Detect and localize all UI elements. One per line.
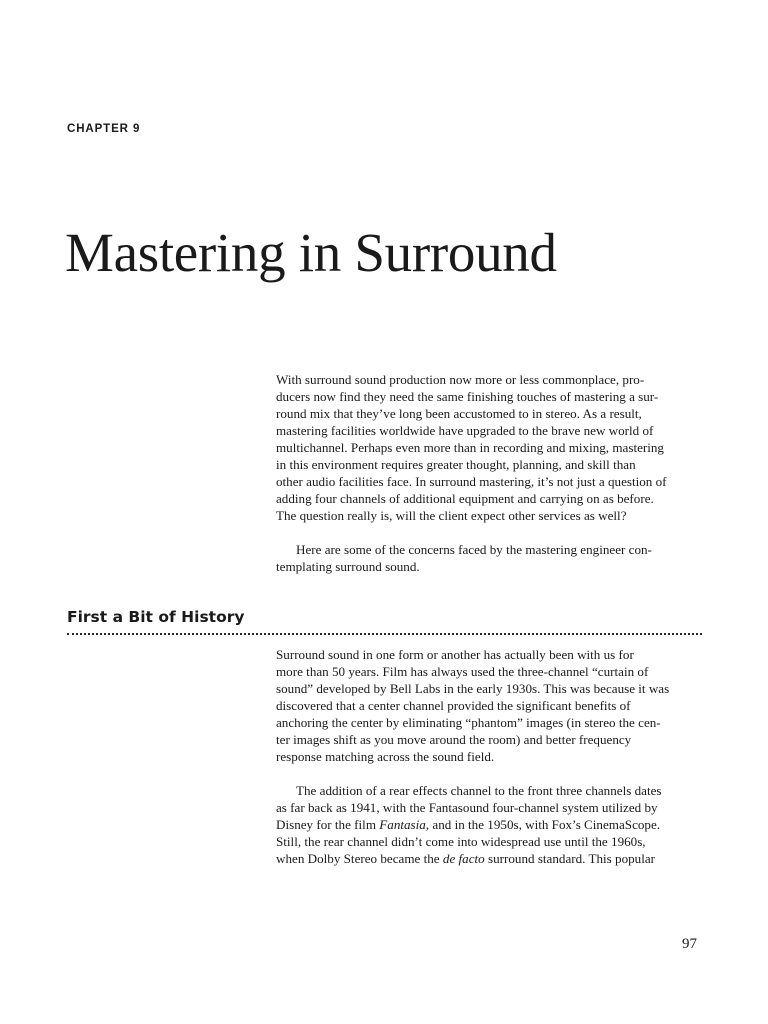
text-run: Disney for the film [276, 817, 380, 832]
page-number: 97 [682, 936, 697, 952]
text-line: round mix that they’ve long been accustomed to in stereo. As a result, [276, 406, 642, 421]
text-line: in this environment requires greater thought, planning, and skill than [276, 457, 636, 472]
chapter-title: Mastering in Surround [65, 222, 557, 283]
text-line: The question really is, will the client expect other services as well? [276, 508, 627, 523]
text-line: ducers now find they need the same finishing touches of mastering a sur- [276, 389, 659, 404]
text-line: anchoring the center by eliminating “phantom” images (in stereo the cen- [276, 715, 661, 730]
text-line: other audio facilities face. In surround mastering, it’s not just a question of [276, 474, 667, 489]
text-line: Here are some of the concerns faced by the mastering engineer con- [296, 542, 652, 557]
intro-paragraph-1 [276, 371, 706, 524]
text-line: templating surround sound. [276, 559, 420, 574]
section-divider [67, 633, 702, 635]
history-paragraph-2 [276, 782, 706, 867]
text-run: when Dolby Stereo became the [276, 851, 443, 866]
film-title-fantasia: Fantasia [379, 817, 426, 832]
text-line: discovered that a center channel provided the significant benefits of [276, 698, 631, 713]
italic-de-facto: de facto [442, 851, 485, 866]
history-paragraph-1 [276, 646, 706, 765]
text-line: Still, the rear channel didn’t come into widespread use until the 1960s, [276, 834, 646, 849]
text-run: , and in the 1950s, with Fox’s CinemaScope. [425, 817, 661, 832]
text-line: The addition of a rear effects channel to the front three channels dates [296, 783, 662, 798]
history-text [276, 646, 706, 867]
text-line: ter images shift as you move around the room) and better frequency [276, 732, 632, 747]
text-line: more than 50 years. Film has always used the three-channel “curtain of [276, 664, 649, 679]
intro-paragraph-2 [276, 541, 706, 575]
intro-text [276, 371, 706, 575]
chapter-label: CHAPTER 9 [67, 123, 141, 135]
text-line: as far back as 1941, with the Fantasound four-channel system utilized by [276, 800, 658, 815]
text-line: Surround sound in one form or another has actually been with us for [276, 647, 634, 662]
section-heading: First a Bit of History [67, 608, 245, 626]
text-line: mastering facilities worldwide have upgraded to the brave new world of [276, 423, 654, 438]
text-run: surround standard. This popular [484, 851, 656, 866]
text-line: sound” developed by Bell Labs in the early 1930s. This was because it was [276, 681, 670, 696]
text-line: response matching across the sound field. [276, 749, 495, 764]
text-line: With surround sound production now more or less commonplace, pro- [276, 372, 645, 387]
text-line: adding four channels of additional equipment and carrying on as before. [276, 491, 654, 506]
text-line [276, 816, 706, 833]
text-line [276, 850, 706, 867]
text-line: multichannel. Perhaps even more than in recording and mixing, mastering [276, 440, 664, 455]
